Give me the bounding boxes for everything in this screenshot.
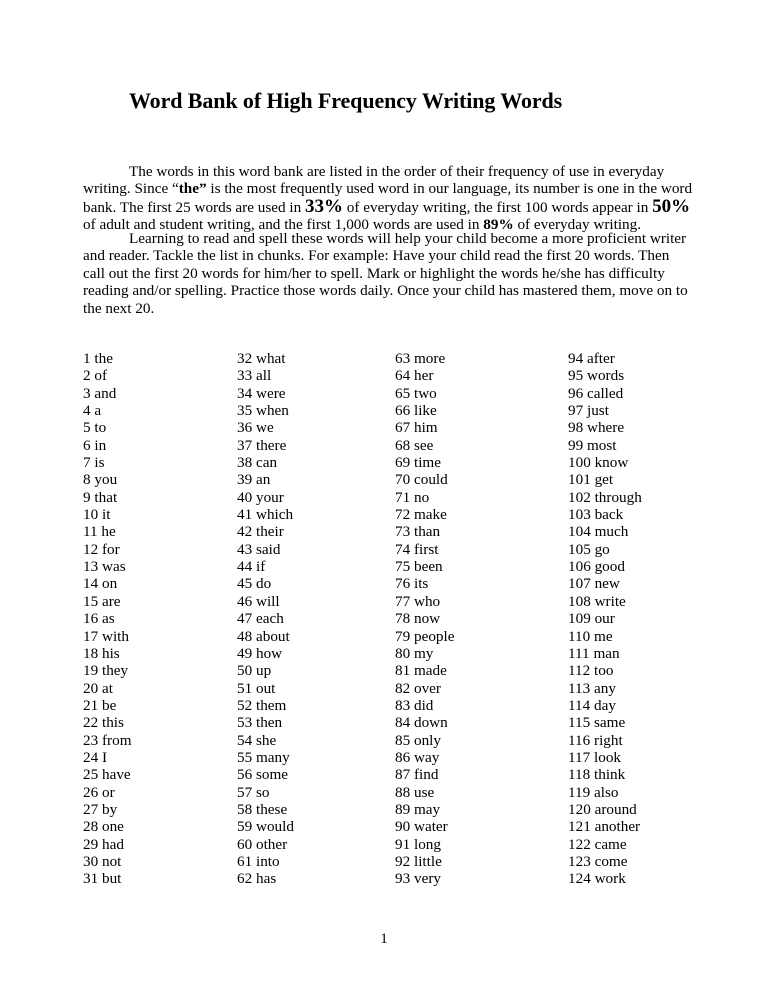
intro-text: of adult and student writing, and the first 1,000 words are used in <box>83 216 484 234</box>
word-item: 95 words <box>568 367 625 385</box>
word-item: 108 write <box>568 592 626 610</box>
word-item: 8 you <box>83 471 118 489</box>
word-item: 70 could <box>395 471 448 489</box>
word-item: 6 in <box>83 436 107 454</box>
word-item: 103 back <box>568 506 624 524</box>
word-item: 20 at <box>83 679 113 697</box>
word-item: 92 little <box>395 852 442 870</box>
word-item: 110 me <box>568 627 613 645</box>
word-item: 14 on <box>83 575 118 593</box>
word-item: 44 if <box>237 558 266 576</box>
word-item: 59 would <box>237 818 294 836</box>
word-item: 36 we <box>237 419 274 437</box>
word-item: 73 than <box>395 523 441 541</box>
word-item: 19 they <box>83 662 129 680</box>
word-item: 12 for <box>83 540 120 558</box>
word-item: 9 that <box>83 488 118 506</box>
word-item: 41 which <box>237 506 294 524</box>
word-item: 83 did <box>395 696 434 714</box>
word-item: 104 much <box>568 523 629 541</box>
word-column-1 <box>83 350 223 888</box>
word-item: 85 only <box>395 731 441 749</box>
word-item: 64 her <box>395 367 434 385</box>
word-item: 30 not <box>83 852 122 870</box>
word-item: 29 had <box>83 835 124 853</box>
word-item: 101 get <box>568 471 614 489</box>
word-item: 51 out <box>237 679 276 697</box>
word-item: 86 way <box>395 748 440 766</box>
word-item: 68 see <box>395 436 434 454</box>
word-item: 76 its <box>395 575 429 593</box>
word-item: 106 good <box>568 558 625 576</box>
word-item: 37 there <box>237 436 287 454</box>
word-item: 74 first <box>395 540 439 558</box>
word-item: 89 may <box>395 800 441 818</box>
intro-text: The words in this word bank are listed in the order of their frequency of use in everyday writing. Since “ <box>83 163 665 198</box>
word-column-2 <box>237 350 377 888</box>
word-item: 54 she <box>237 731 277 749</box>
word-item: 113 any <box>568 679 616 697</box>
word-item: 66 like <box>395 402 437 420</box>
word-item: 114 day <box>568 696 616 714</box>
word-item: 55 many <box>237 748 290 766</box>
word-item: 67 him <box>395 419 438 437</box>
pct-89: 89% <box>483 216 514 234</box>
word-item: 46 will <box>237 592 280 610</box>
word-item: 21 be <box>83 696 117 714</box>
word-item: 116 right <box>568 731 623 749</box>
word-item: 96 called <box>568 384 624 402</box>
word-item: 91 long <box>395 835 441 853</box>
page-title: Word Bank of High Frequency Writing Words <box>129 88 563 113</box>
word-item: 13 was <box>83 558 126 576</box>
word-item: 22 this <box>83 714 124 732</box>
pct-50: 50% <box>652 195 691 217</box>
word-item: 45 do <box>237 575 272 593</box>
word-item: 17 with <box>83 627 129 645</box>
word-item: 117 look <box>568 748 622 766</box>
word-item: 33 all <box>237 367 272 385</box>
word-item: 122 came <box>568 835 627 853</box>
word-item: 105 go <box>568 540 610 558</box>
the-emphasis: the” <box>178 180 207 198</box>
word-item: 43 said <box>237 540 281 558</box>
word-item: 42 their <box>237 523 284 541</box>
word-item: 23 from <box>83 731 132 749</box>
word-item: 94 after <box>568 350 615 367</box>
word-item: 39 an <box>237 471 271 489</box>
word-item: 75 been <box>395 558 443 576</box>
word-item: 119 also <box>568 783 619 801</box>
word-item: 87 find <box>395 766 439 784</box>
word-item: 24 I <box>83 748 108 766</box>
word-item: 49 how <box>237 644 283 662</box>
word-item: 80 my <box>395 644 434 662</box>
word-item: 79 people <box>395 627 455 645</box>
word-item: 52 them <box>237 696 287 714</box>
word-item: 26 or <box>83 783 115 801</box>
word-item: 48 about <box>237 627 290 645</box>
instructions-text: Learning to read and spell these words will help your child become a more proficient writer and reader. Tackle the list in chunks. For example: Have your child read the first 20 words. Then call out the first 20 words for him/her to spell. Mark or highlight the words he/she has difficulty reading and/or spelling. Practice those words daily. Once your child has mastered them, move on to the next 20. <box>83 230 688 317</box>
word-item: 99 most <box>568 436 617 454</box>
intro-text: is the most frequently used word in our language, its number is one in the word bank. The first 25 words are used in <box>83 180 693 216</box>
word-item: 58 these <box>237 800 288 818</box>
word-item: 35 when <box>237 402 289 420</box>
word-item: 1 the <box>83 350 113 367</box>
word-item: 4 a <box>83 402 102 420</box>
word-item: 34 were <box>237 384 286 402</box>
word-item: 65 two <box>395 384 437 402</box>
word-item: 123 come <box>568 852 628 870</box>
word-item: 32 what <box>237 350 286 367</box>
word-item: 107 new <box>568 575 620 593</box>
word-item: 53 then <box>237 714 283 732</box>
word-item: 69 time <box>395 454 441 472</box>
word-item: 77 who <box>395 592 441 610</box>
word-item: 84 down <box>395 714 448 732</box>
word-item: 63 more <box>395 350 446 367</box>
word-item: 98 where <box>568 419 625 437</box>
word-item: 28 one <box>83 818 124 836</box>
word-item: 81 made <box>395 662 447 680</box>
word-item: 112 too <box>568 662 614 680</box>
intro-paragraph <box>83 163 693 234</box>
word-item: 47 each <box>237 610 284 628</box>
word-item: 88 use <box>395 783 435 801</box>
word-item: 61 into <box>237 852 280 870</box>
word-item: 121 another <box>568 818 641 836</box>
word-item: 120 around <box>568 800 637 818</box>
word-item: 16 as <box>83 610 115 628</box>
word-item: 78 now <box>395 610 441 628</box>
word-item: 71 no <box>395 488 430 506</box>
word-column-3 <box>395 350 535 888</box>
word-item: 38 can <box>237 454 278 472</box>
word-item: 57 so <box>237 783 270 801</box>
word-item: 111 man <box>568 644 620 662</box>
word-item: 115 same <box>568 714 626 732</box>
word-item: 90 water <box>395 818 448 836</box>
word-item: 7 is <box>83 454 105 472</box>
word-item: 27 by <box>83 800 118 818</box>
word-item: 50 up <box>237 662 272 680</box>
word-item: 11 he <box>83 523 116 541</box>
word-item: 109 our <box>568 610 615 628</box>
word-item: 10 it <box>83 506 111 524</box>
intro-text: of everyday writing. <box>513 216 642 234</box>
word-item: 18 his <box>83 644 120 662</box>
word-item: 5 to <box>83 419 107 437</box>
word-item: 102 through <box>568 488 642 506</box>
word-item: 100 know <box>568 454 629 472</box>
word-item: 82 over <box>395 679 441 697</box>
word-item: 31 but <box>83 870 122 888</box>
intro-text: of everyday writing, the first 100 words appear in <box>343 198 653 216</box>
word-item: 62 has <box>237 870 277 888</box>
word-item: 25 have <box>83 766 131 784</box>
word-item: 97 just <box>568 402 609 420</box>
word-item: 60 other <box>237 835 288 853</box>
word-item: 124 work <box>568 870 626 888</box>
word-item: 2 of <box>83 367 108 385</box>
instructions-paragraph <box>83 230 693 317</box>
word-item: 3 and <box>83 384 117 402</box>
word-item: 118 think <box>568 766 626 784</box>
word-item: 15 are <box>83 592 121 610</box>
word-item: 40 your <box>237 488 284 506</box>
word-column-4 <box>568 350 708 888</box>
page-number: 1 <box>380 931 388 947</box>
word-item: 93 very <box>395 870 441 888</box>
word-item: 56 some <box>237 766 289 784</box>
pct-33: 33% <box>305 195 343 217</box>
word-item: 72 make <box>395 506 447 524</box>
